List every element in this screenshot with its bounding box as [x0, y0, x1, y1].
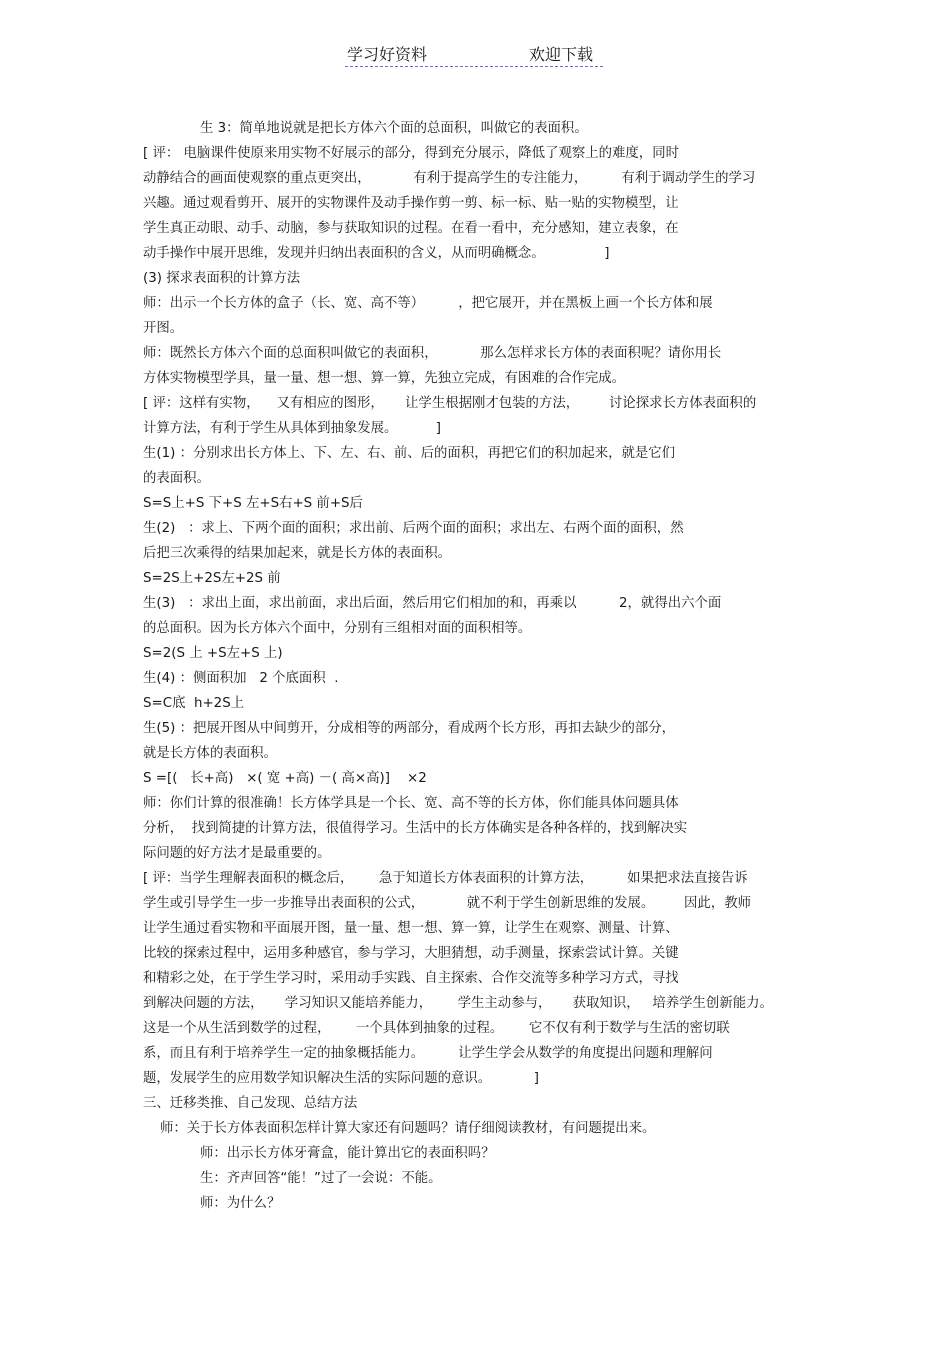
section-heading: 三、迁移类推、自己发现、总结方法	[143, 1096, 358, 1111]
text-line: 学生真正动眼、动手、动脑，参与获取知识的过程。在看一看中，充分感知，建立表象，在	[143, 221, 679, 236]
text-line: 际问题的好方法才是最重要的。	[143, 846, 331, 861]
text-line: 动手操作中展开思维，发现并归纳出表面积的含义，从而明确概念。 ]	[143, 246, 610, 261]
text-line: 师：既然长方体六个面的总面积叫做它的表面积， 那么怎样求长方体的表面积呢？请你用长	[143, 346, 722, 361]
formula-line: S=2(S 上 +S左+S 上)	[143, 646, 283, 661]
text-line: 生(1) ：分别求出长方体上、下、左、右、前、后的面积，再把它们的积加起来，就是它们	[143, 446, 676, 461]
page-header	[345, 40, 603, 67]
text-line: 师：为什么？	[200, 1196, 281, 1211]
text-line: 的表面积。	[143, 471, 210, 486]
formula-line: S=2S上+2S左+2S 前	[143, 571, 281, 586]
text-line: 和精彩之处，在于学生学习时，采用动手实践、自主探索、合作交流等多种学习方式，寻找	[143, 971, 679, 986]
text-line: 方体实物模型学具，量一量、想一想、算一算，先独立完成，有困难的合作完成。	[143, 371, 626, 386]
text-line: 生(3) ：求出上面，求出前面，求出后面，然后用它们相加的和，再乘以 2，就得出六个面	[143, 596, 722, 611]
text-line: 让学生通过看实物和平面展开图，量一量、想一想、算一算，让学生在观察、测量、计算、	[143, 921, 679, 936]
text-line: 生(4) ：侧面积加 2 个底面积 .	[143, 671, 339, 686]
text-line: 生：齐声回答“能！”过了一会说：不能。	[200, 1171, 442, 1186]
text-line: 生(5) ：把展开图从中间剪开，分成相等的两部分，看成两个长方形，再扣去缺少的部分，	[143, 721, 676, 736]
text-line: [ 评：当学生理解表面积的概念后， 急于知道长方体表面积的计算方法， 如果把求法直接告诉	[143, 871, 748, 886]
text-line: 动静结合的画面使观察的重点更突出， 有利于提高学生的专注能力， 有利于调动学生的学习	[143, 171, 756, 186]
text-line: 生(2) ：求上、下两个面的面积；求出前、后两个面的面积；求出左、右两个面的面积，然	[143, 521, 684, 536]
text-line: [ 评： 电脑课件使原来用实物不好展示的部分，得到充分展示，降低了观察上的难度，同时	[143, 146, 679, 161]
text-line: 这是一个从生活到数学的过程， 一个具体到抽象的过程。 它不仅有利于数学与生活的密切联	[143, 1021, 730, 1036]
text-line: 比较的探索过程中，运用多种感官，参与学习，大胆猜想，动手测量，探索尝试计算。关键	[143, 946, 679, 961]
formula-line: S=C底 h+2S上	[143, 696, 245, 711]
text-line: 就是长方体的表面积。	[143, 746, 277, 761]
text-line: 生 3：简单地说就是把长方体六个面的总面积，叫做它的表面积。	[200, 121, 588, 136]
text-line: 师：出示一个长方体的盒子（长、宽、高不等） ，把它展开，并在黑板上画一个长方体和展	[143, 296, 713, 311]
formula-line: S =[( 长+高) ×( 宽 +高) －( 高×高)] ×2	[143, 771, 427, 786]
text-line: 师：你们计算的很准确！长方体学具是一个长、宽、高不等的长方体，你们能具体问题具体	[143, 796, 679, 811]
text-line: 题，发展学生的应用数学知识解决生活的实际问题的意识。 ]	[143, 1071, 539, 1086]
text-line: 兴趣。通过观看剪开、展开的实物课件及动手操作剪一剪、标一标、贴一贴的实物模型，让	[143, 196, 679, 211]
formula-line: S=S上+S 下+S 左+S右+S 前+S后	[143, 496, 363, 511]
text-line: 后把三次乘得的结果加起来，就是长方体的表面积。	[143, 546, 451, 561]
section-heading: (3) 探求表面积的计算方法	[143, 271, 301, 286]
text-line: 学生或引导学生一步一步推导出表面积的公式， 就不利于学生创新思维的发展。 因此，教师	[143, 896, 751, 911]
text-line: 计算方法，有利于学生从具体到抽象发展。 ]	[143, 421, 441, 436]
text-line: 分析， 找到简捷的计算方法，很值得学习。生活中的长方体确实是各种各样的，找到解决实	[143, 821, 688, 836]
text-line: 师：关于长方体表面积怎样计算大家还有问题吗？请仔细阅读教材，有问题提出来。	[160, 1121, 656, 1136]
header-left-text: 学习好资料	[347, 45, 428, 64]
text-line: 到解决问题的方法， 学习知识又能培养能力， 学生主动参与， 获取知识， 培养学生创新能力。	[143, 996, 773, 1011]
text-line: 开图。	[143, 321, 184, 336]
header-right-text: 欢迎下载	[529, 45, 594, 64]
text-line: 师：出示长方体牙膏盒，能计算出它的表面积吗？	[200, 1146, 495, 1161]
text-line: 系，而且有利于培养学生一定的抽象概括能力。 让学生学会从数学的角度提出问题和理解问	[143, 1046, 713, 1061]
text-line: 的总面积。因为长方体六个面中，分别有三组相对面的面积相等。	[143, 621, 532, 636]
text-line: [ 评：这样有实物， 又有相应的图形， 让学生根据刚才包装的方法， 讨论探求长方体表面积的	[143, 396, 757, 411]
